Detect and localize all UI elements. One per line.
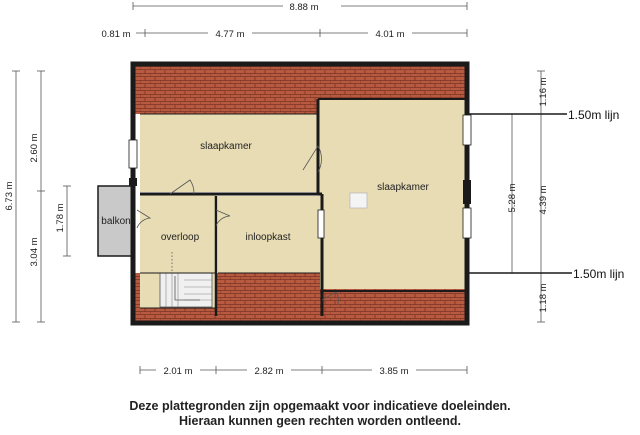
dim-top-2: 4.77 m xyxy=(215,29,245,40)
skylight xyxy=(350,193,367,208)
dim-right-3: 1.18 m xyxy=(538,283,549,313)
left-dimensions xyxy=(12,71,71,322)
slaapkamer-left-floor xyxy=(140,114,318,192)
dim-total-width: 8.88 m xyxy=(289,2,319,13)
height-line-label-top: 1.50m lijn xyxy=(568,108,620,122)
dim-bottom-2: 2.82 m xyxy=(254,366,284,377)
room-label-slaapkamer-left: slaapkamer xyxy=(200,141,252,152)
dim-top-3: 4.01 m xyxy=(375,29,405,40)
room-label-overloop: overloop xyxy=(160,232,200,243)
dim-left-inner: 1.78 m xyxy=(55,203,66,233)
dim-bottom-1: 2.01 m xyxy=(163,366,193,377)
disclaimer-line-2: Hieraan kunnen geen rechten worden ontleend. xyxy=(179,414,461,428)
dim-top-1: 0.81 m xyxy=(101,29,131,40)
dim-right-2: 4.39 m xyxy=(538,185,549,215)
dim-left-total: 6.73 m xyxy=(4,181,15,211)
dim-right-1: 1.16 m xyxy=(538,77,549,107)
dim-right-total: 5.28 m xyxy=(507,183,518,213)
dim-left-1: 2.60 m xyxy=(29,133,40,163)
slaapkamer-right-floor xyxy=(318,99,467,289)
room-label-slaapkamer-right: slaapkamer xyxy=(377,182,429,193)
height-lines xyxy=(467,114,572,273)
stairs xyxy=(160,273,212,307)
height-line-label-bottom: 1.50m lijn xyxy=(573,267,625,281)
dim-left-2: 3.04 m xyxy=(29,237,40,267)
disclaimer-line-1: Deze plattegronden zijn opgemaakt voor indicatieve doeleinden. xyxy=(129,399,511,413)
room-label-inloopkast: inloopkast xyxy=(245,232,291,243)
dim-bottom-3: 3.85 m xyxy=(379,366,409,377)
room-label-balkon: balkon xyxy=(101,216,131,227)
